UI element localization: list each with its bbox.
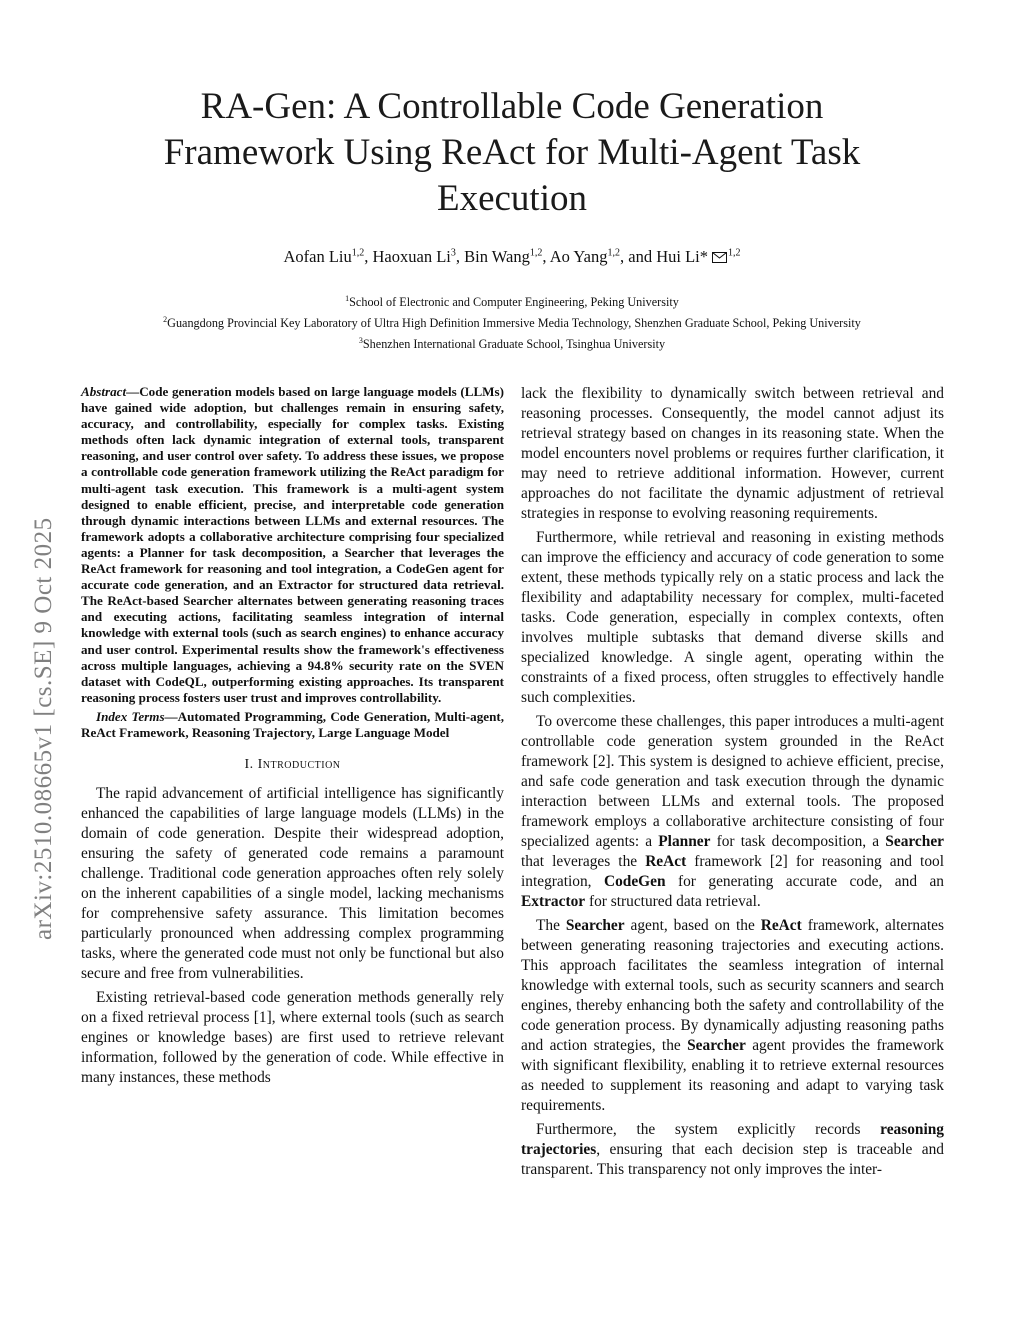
- index-terms: [81, 709, 504, 741]
- text-run: The: [536, 917, 566, 934]
- bold-term: Extractor: [521, 893, 586, 910]
- author-list: Aofan Liu$^{1,2}$, Haoxuan Li$^3$, Bin Wang$^{1,2}$, Ao Yang$^{1,2}$, and Hui Li* $^{1,2}$: [0, 247, 1024, 268]
- affiliation-line: [0, 332, 1024, 353]
- text-run: framework, alternates between generating reasoning trajectories and executing actions. This approach facilitates the seamless integration of internal knowledge with external tools, such as security scanners and search engines, thereby enhancing both the safety and controllability of the code generation process. By dynamically adjusting reasoning paths and action strategies, the: [521, 917, 944, 1054]
- text-run: Furthermore, the system explicitly records: [536, 1121, 881, 1138]
- paper-title: [100, 84, 924, 222]
- bold-term: reasoning trajectories: [521, 1121, 944, 1158]
- title-line-2: Framework Using ReAct for Multi-Agent Task: [163, 132, 861, 173]
- text-run: for task decomposition, a: [710, 833, 886, 850]
- bold-term: ReAct: [645, 853, 687, 870]
- text-run: framework [2] for reasoning and tool integration,: [521, 853, 945, 890]
- author-affil-sup: 1,2: [529, 247, 543, 259]
- arxiv-identifier: arXiv:2510.08665v1 [cs.SE] 9 Oct 2025: [30, 517, 57, 940]
- body-paragraph: [521, 712, 944, 912]
- text-run: , ensuring that each decision step is traceable and transparent. This transparency not only improves the inter-: [521, 1141, 944, 1178]
- abstract-label: Abstract: [81, 384, 127, 399]
- body-paragraph: Furthermore, while retrieval and reasoning in existing methods can improve the efficiency and accuracy of code generation to some extent, these methods typically rely on a static process and lack the flexibility and adaptability necessary for complex, multi-faceted tasks. Code generation, especially in complex contexts, often involves multiple subtasks that demand diverse skills and specialized knowledge. A single agent, operating within the constraints of a fixed process, often struggles to effectively handle such complexities.: [521, 529, 944, 706]
- author-affil-sup: 1,2: [728, 247, 741, 259]
- abstract: [81, 384, 504, 706]
- author-name: Hui Li*: [656, 247, 708, 266]
- abstract-text: —Code generation models based on large language models (LLMs) have gained wide adoption, but challenges remain in ensuring safety, accuracy, and controllability, especially for complex tasks. Existing methods often lack dynamic integration of external tools, transparent reasoning, and user control over safety. To address these issues, we propose a controllable code generation framework utilizing the ReAct paradigm for multi-agent task execution. This framework is a multi-agent system designed to enable efficient, precise, and interpretable code generation through dynamic interactions between LLMs and external resources. The framework adopts a collaborative architecture comprising four specialized agents: a Planner for task decomposition, a Searcher that leverages the ReAct framework for reasoning and tool integration, a CodeGen agent for accurate code generation, and an Extractor for structured data retrieval. The ReAct-based Searcher alternates between generating reasoning traces and executing actions, facilitating seamless integration of internal knowledge with external tools (such as search engines) to enhance accuracy and user control. Experimental results show the framework's effectiveness across multiple languages, achieving a 94.8% security rate on the SVEN dataset with CodeQL, outperforming existing approaches. Its transparent reasoning process fosters user trust and improves controllability.: [81, 384, 504, 705]
- text-run: To overcome these challenges, this paper introduces a multi-agent controllable code generation system grounded in the ReAct framework [2]. This system is designed to achieve efficient, precise, and safe code generation and task execution through the dynamic interaction between LLMs and external tools. The proposed framework employs a collaborative architecture consisting of four specialized agents: a: [521, 713, 944, 850]
- bold-term: Searcher: [565, 917, 625, 934]
- affiliation-line: [0, 290, 1024, 311]
- text-run: agent, based on the: [624, 917, 761, 934]
- bold-term: CodeGen: [603, 873, 666, 890]
- affiliation-sup: 2: [163, 315, 168, 325]
- text-run: for generating accurate code, and an: [665, 873, 944, 890]
- affiliation-line: [0, 311, 1024, 332]
- body-paragraph: [521, 916, 944, 1116]
- left-column: [81, 384, 504, 1088]
- bold-term: ReAct: [760, 917, 802, 934]
- affiliation-text: School of Electronic and Computer Engineering, Peking University: [349, 295, 679, 310]
- author-affil-sup: 1,2: [351, 247, 365, 259]
- body-paragraph: The rapid advancement of artificial intelligence has significantly enhanced the capabilities of large language models (LLMs) in the domain of code generation. Despite their widespread adoption, ensuring the safety of generated code remains a paramount challenge. Traditional code generation approaches often rely solely on the inherent capabilities of a single model, lacking mechanisms for comprehensive safety assurance. This limitation becomes particularly pronounced when addressing complex programming tasks, where the generated code must not only be functional but also secure and free from vulnerabilities.: [81, 785, 504, 983]
- body-paragraph: [521, 1120, 944, 1180]
- body-paragraph: lack the flexibility to dynamically switch between retrieval and reasoning processes. Consequently, the model cannot adjust its retrieval strategy based on changes in its reasoning state. When the model encounters novel problems or requires further clarification, it may need to retrieve additional information. However, current approaches do not facilitate the dynamic adjustment of retrieval strategies in response to evolving reasoning requirements.: [521, 385, 944, 522]
- section-heading: [81, 755, 504, 775]
- affiliation-sup: 3: [358, 336, 363, 346]
- affiliation-text: Shenzhen International Graduate School, Tsinghua University: [362, 337, 666, 352]
- author-name: Haoxuan Li: [372, 247, 451, 266]
- section-title: Introduction: [257, 757, 341, 773]
- text-run: agent provides the framework with significant flexibility, enabling it to retrieve external resources as needed to supplement its reasoning and adapt to varying task requirements.: [521, 1037, 944, 1114]
- author-affil-sup: 3: [450, 247, 456, 259]
- affiliations: [0, 290, 1024, 353]
- author-name: Bin Wang: [464, 247, 530, 266]
- author-name: Ao Yang: [549, 247, 608, 266]
- affiliation-text: Guangdong Provincial Key Laboratory of Ultra High Definition Immersive Media Technology, Shenzhen Graduate School, Peking University: [167, 316, 861, 331]
- body-paragraph: Existing retrieval-based code generation methods generally rely on a fixed retrieval process [1], where external tools (such as search engines or knowledge bases) are first used to retrieve relevant information, followed by the generation of code. While effective in many instances, these methods: [81, 989, 504, 1087]
- text-run: for structured data retrieval.: [585, 893, 761, 910]
- envelope-icon[interactable]: [712, 248, 727, 268]
- bold-term: Searcher: [687, 1037, 746, 1054]
- index-terms-text: —Automated Programming, Code Generation, Multi-agent, ReAct Framework, Reasoning Trajectory, Large Language Model: [81, 708, 504, 740]
- right-column: [521, 384, 944, 1180]
- index-terms-label: Index Terms: [96, 708, 165, 724]
- title-line-1: RA-Gen: A Controllable Code Generation: [200, 86, 824, 127]
- title-line-3: Execution: [436, 178, 587, 219]
- bold-term: Planner: [658, 833, 711, 850]
- author-name: Aofan Liu: [283, 247, 352, 266]
- bold-term: Searcher: [885, 833, 944, 850]
- section-number: I.: [244, 757, 258, 773]
- affiliation-sup: 1: [345, 294, 350, 303]
- text-run: that leverages the: [521, 853, 646, 870]
- author-affil-sup: 1,2: [607, 247, 620, 259]
